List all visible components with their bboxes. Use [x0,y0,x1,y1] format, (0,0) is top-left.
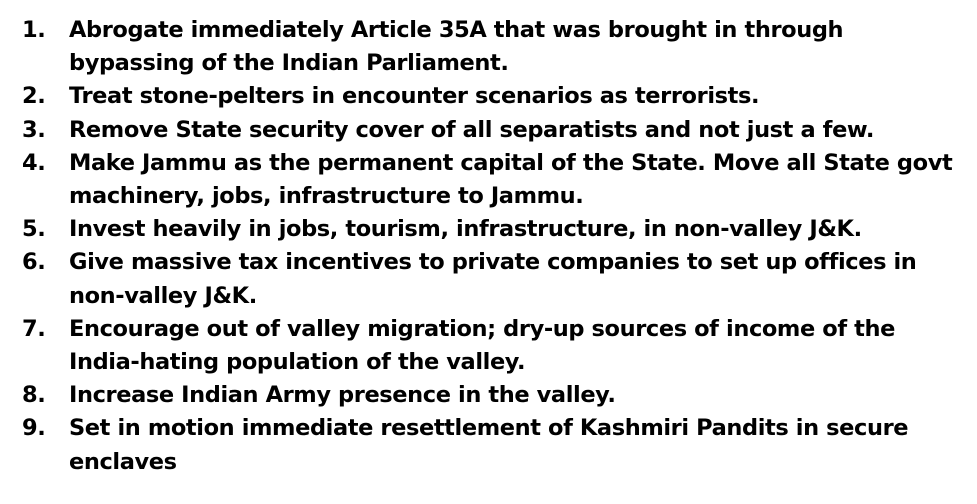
list-item [0,114,977,147]
list-item-number: 7. [22,315,46,342]
list-item-number: 3. [22,116,46,143]
list-item-text: Encourage out of valley migration; dry-up sources of income of the India-hating population of the valley. [69,315,895,376]
list-item [0,80,977,113]
list-item [0,246,977,312]
list-item-text: Abrogate immediately Article 35A that was brought in through bypassing of the Indian Parliament. [69,17,844,77]
numbered-list [0,14,977,479]
list-item-text: Make Jammu as the permanent capital of the State. Move all State govt machinery, jobs, infrastructure to Jammu. [69,149,953,210]
list-item [0,379,977,412]
list-item-text: Treat stone-pelters in encounter scenarios as terrorists. [69,83,760,110]
list-item-text: Increase Indian Army presence in the valley. [69,382,616,409]
list-item-text: Give massive tax incentives to private companies to set up offices in non-valley J&K. [69,249,917,309]
document-body [0,14,977,479]
list-item-number: 9. [22,415,46,442]
list-item-number: 6. [22,249,46,276]
list-item-text: Remove State security cover of all separatists and not just a few. [69,116,875,143]
list-item-number: 5. [22,216,46,243]
list-item-text: Set in motion immediate resettlement of Kashmiri Pandits in secure enclaves [69,415,909,475]
list-item [0,213,977,246]
list-item [0,412,977,478]
list-item [0,313,977,379]
list-item-number: 8. [22,382,46,409]
list-item [0,147,977,213]
list-item-text: Invest heavily in jobs, tourism, infrastructure, in non-valley J&K. [69,216,862,243]
list-item-number: 1. [22,17,46,43]
list-item-number: 4. [22,149,46,176]
list-item [0,14,977,80]
list-item-number: 2. [22,83,46,110]
